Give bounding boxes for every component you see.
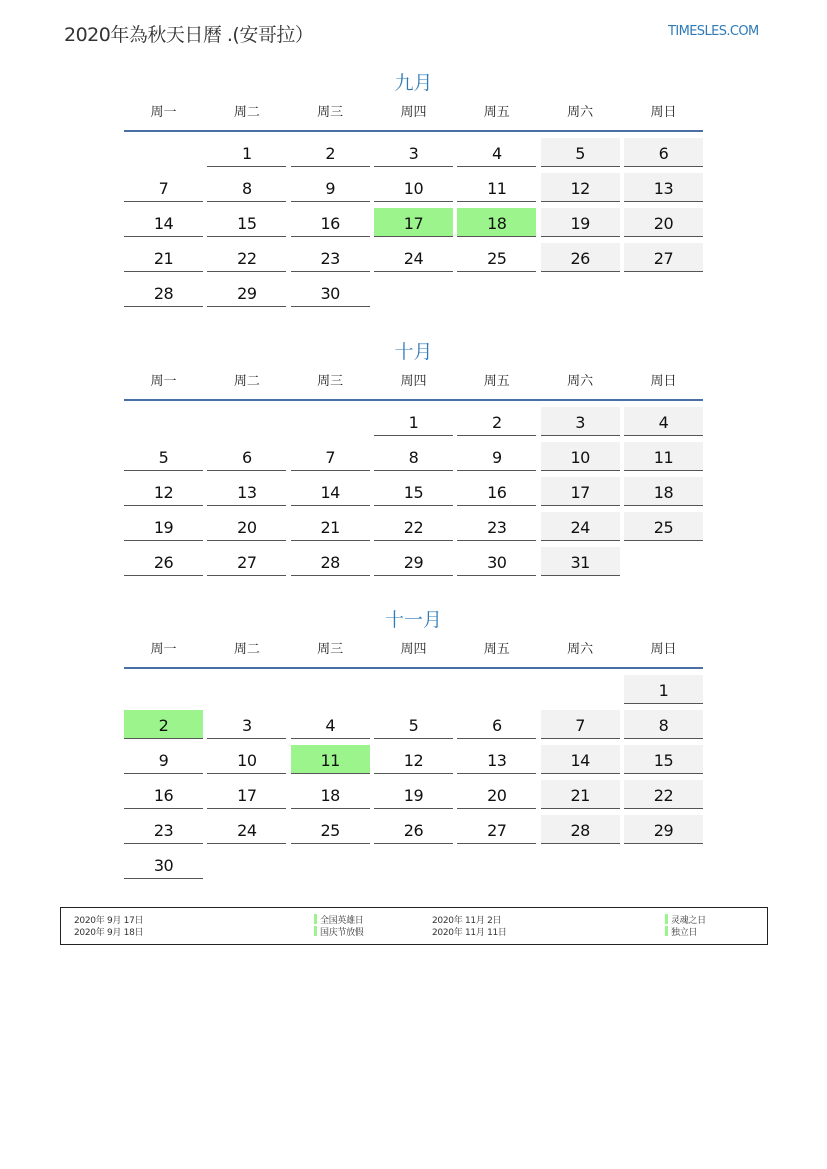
day-cell: 29 bbox=[374, 547, 453, 576]
day-cell: 28 bbox=[541, 815, 620, 844]
day-cell: 12 bbox=[541, 173, 620, 202]
day-cell: 27 bbox=[457, 815, 536, 844]
empty-cell bbox=[291, 407, 370, 436]
month-title: 十月 bbox=[394, 341, 433, 363]
legend-name: 灵魂之日 bbox=[665, 913, 706, 926]
day-cell: 31 bbox=[541, 547, 620, 576]
day-cell: 13 bbox=[624, 173, 703, 202]
day-cell: 29 bbox=[207, 278, 286, 307]
day-cell: 22 bbox=[207, 243, 286, 272]
empty-cell bbox=[207, 675, 286, 704]
legend-name: 国庆节放假 bbox=[314, 925, 364, 938]
day-cell: 4 bbox=[624, 407, 703, 436]
day-cell: 23 bbox=[291, 243, 370, 272]
day-cell: 28 bbox=[291, 547, 370, 576]
day-cell: 24 bbox=[207, 815, 286, 844]
month-calendar bbox=[124, 68, 703, 307]
day-cell: 9 bbox=[124, 745, 203, 774]
weekday-label: 周六 bbox=[567, 642, 594, 657]
weekday-label: 周六 bbox=[567, 105, 594, 120]
day-grid bbox=[124, 138, 703, 307]
day-cell: 25 bbox=[624, 512, 703, 541]
empty-cell bbox=[124, 675, 203, 704]
site-link[interactable]: TIMESLES.COM bbox=[668, 24, 759, 39]
day-grid bbox=[124, 407, 703, 576]
day-cell: 15 bbox=[374, 477, 453, 506]
month-calendar bbox=[124, 337, 703, 576]
day-cell: 24 bbox=[374, 243, 453, 272]
day-cell: 30 bbox=[124, 850, 203, 879]
day-cell: 17 bbox=[207, 780, 286, 809]
day-cell: 10 bbox=[541, 442, 620, 471]
weekday-label: 周三 bbox=[317, 374, 344, 389]
day-cell: 15 bbox=[624, 745, 703, 774]
day-cell: 21 bbox=[291, 512, 370, 541]
month-title: 九月 bbox=[394, 72, 433, 94]
weekday-label: 周一 bbox=[150, 374, 177, 389]
day-cell: 29 bbox=[624, 815, 703, 844]
day-cell: 19 bbox=[124, 512, 203, 541]
day-cell: 8 bbox=[624, 710, 703, 739]
weekday-header bbox=[124, 371, 703, 401]
day-cell: 3 bbox=[374, 138, 453, 167]
day-cell: 14 bbox=[541, 745, 620, 774]
day-cell: 14 bbox=[291, 477, 370, 506]
weekday-label: 周一 bbox=[150, 642, 177, 657]
day-cell: 3 bbox=[207, 710, 286, 739]
day-cell: 18 bbox=[624, 477, 703, 506]
day-cell: 9 bbox=[457, 442, 536, 471]
day-cell: 10 bbox=[207, 745, 286, 774]
day-cell: 19 bbox=[374, 780, 453, 809]
weekday-header bbox=[124, 102, 703, 132]
day-cell: 7 bbox=[124, 173, 203, 202]
day-cell: 20 bbox=[457, 780, 536, 809]
day-cell: 24 bbox=[541, 512, 620, 541]
day-cell: 22 bbox=[624, 780, 703, 809]
weekday-header bbox=[124, 639, 703, 669]
day-cell: 2 bbox=[291, 138, 370, 167]
day-cell: 13 bbox=[207, 477, 286, 506]
weekday-label: 周四 bbox=[400, 642, 427, 657]
weekday-label: 周日 bbox=[650, 642, 677, 657]
legend-name: 独立日 bbox=[665, 925, 697, 938]
weekday-label: 周日 bbox=[650, 105, 677, 120]
day-cell: 16 bbox=[291, 208, 370, 237]
day-cell: 12 bbox=[374, 745, 453, 774]
weekday-label: 周五 bbox=[483, 374, 510, 389]
empty-cell bbox=[124, 407, 203, 436]
day-cell: 15 bbox=[207, 208, 286, 237]
day-cell: 14 bbox=[124, 208, 203, 237]
legend-date: 2020年 11月 2日 bbox=[432, 916, 502, 926]
holiday-day-cell: 2 bbox=[124, 710, 203, 739]
day-cell: 6 bbox=[457, 710, 536, 739]
weekday-label: 周四 bbox=[400, 105, 427, 120]
day-cell: 5 bbox=[374, 710, 453, 739]
day-cell: 26 bbox=[124, 547, 203, 576]
day-cell: 7 bbox=[291, 442, 370, 471]
month-calendar bbox=[124, 605, 703, 879]
day-cell: 2 bbox=[457, 407, 536, 436]
empty-cell bbox=[124, 138, 203, 167]
weekday-label: 周一 bbox=[150, 105, 177, 120]
holiday-day-cell: 11 bbox=[291, 745, 370, 774]
day-cell: 4 bbox=[291, 710, 370, 739]
month-title: 十一月 bbox=[384, 609, 442, 631]
weekday-label: 周四 bbox=[400, 374, 427, 389]
empty-cell bbox=[541, 675, 620, 704]
day-cell: 23 bbox=[457, 512, 536, 541]
day-cell: 8 bbox=[374, 442, 453, 471]
day-cell: 11 bbox=[624, 442, 703, 471]
day-cell: 7 bbox=[541, 710, 620, 739]
day-cell: 18 bbox=[291, 780, 370, 809]
day-cell: 23 bbox=[124, 815, 203, 844]
day-grid bbox=[124, 675, 703, 879]
day-cell: 30 bbox=[291, 278, 370, 307]
day-cell: 27 bbox=[624, 243, 703, 272]
day-cell: 4 bbox=[457, 138, 536, 167]
day-cell: 10 bbox=[374, 173, 453, 202]
day-cell: 8 bbox=[207, 173, 286, 202]
empty-cell bbox=[291, 675, 370, 704]
day-cell: 6 bbox=[207, 442, 286, 471]
weekday-label: 周三 bbox=[317, 105, 344, 120]
holiday-legend bbox=[60, 907, 768, 945]
weekday-label: 周三 bbox=[317, 642, 344, 657]
day-cell: 9 bbox=[291, 173, 370, 202]
day-cell: 3 bbox=[541, 407, 620, 436]
holiday-day-cell: 17 bbox=[374, 208, 453, 237]
day-cell: 12 bbox=[124, 477, 203, 506]
legend-date: 2020年 11月 11日 bbox=[432, 928, 507, 938]
weekday-label: 周六 bbox=[567, 374, 594, 389]
weekday-label: 周日 bbox=[650, 374, 677, 389]
weekday-label: 周二 bbox=[233, 642, 260, 657]
weekday-label: 周二 bbox=[233, 105, 260, 120]
day-cell: 26 bbox=[374, 815, 453, 844]
day-cell: 22 bbox=[374, 512, 453, 541]
day-cell: 6 bbox=[624, 138, 703, 167]
holiday-day-cell: 18 bbox=[457, 208, 536, 237]
day-cell: 27 bbox=[207, 547, 286, 576]
empty-cell bbox=[457, 675, 536, 704]
weekday-label: 周五 bbox=[483, 642, 510, 657]
day-cell: 5 bbox=[541, 138, 620, 167]
empty-cell bbox=[374, 675, 453, 704]
day-cell: 21 bbox=[124, 243, 203, 272]
weekday-label: 周二 bbox=[233, 374, 260, 389]
day-cell: 30 bbox=[457, 547, 536, 576]
day-cell: 1 bbox=[624, 675, 703, 704]
day-cell: 21 bbox=[541, 780, 620, 809]
day-cell: 17 bbox=[541, 477, 620, 506]
day-cell: 13 bbox=[457, 745, 536, 774]
day-cell: 16 bbox=[124, 780, 203, 809]
day-cell: 16 bbox=[457, 477, 536, 506]
day-cell: 5 bbox=[124, 442, 203, 471]
day-cell: 1 bbox=[207, 138, 286, 167]
day-cell: 26 bbox=[541, 243, 620, 272]
day-cell: 25 bbox=[457, 243, 536, 272]
legend-date: 2020年 9月 18日 bbox=[74, 928, 144, 938]
day-cell: 20 bbox=[624, 208, 703, 237]
day-cell: 1 bbox=[374, 407, 453, 436]
empty-cell bbox=[207, 407, 286, 436]
day-cell: 11 bbox=[457, 173, 536, 202]
day-cell: 19 bbox=[541, 208, 620, 237]
weekday-label: 周五 bbox=[483, 105, 510, 120]
day-cell: 20 bbox=[207, 512, 286, 541]
day-cell: 28 bbox=[124, 278, 203, 307]
page-title: 2020年為秋天日曆 .(安哥拉） bbox=[64, 24, 314, 46]
legend-name: 全国英雄日 bbox=[314, 913, 364, 926]
day-cell: 25 bbox=[291, 815, 370, 844]
legend-date: 2020年 9月 17日 bbox=[74, 916, 144, 926]
